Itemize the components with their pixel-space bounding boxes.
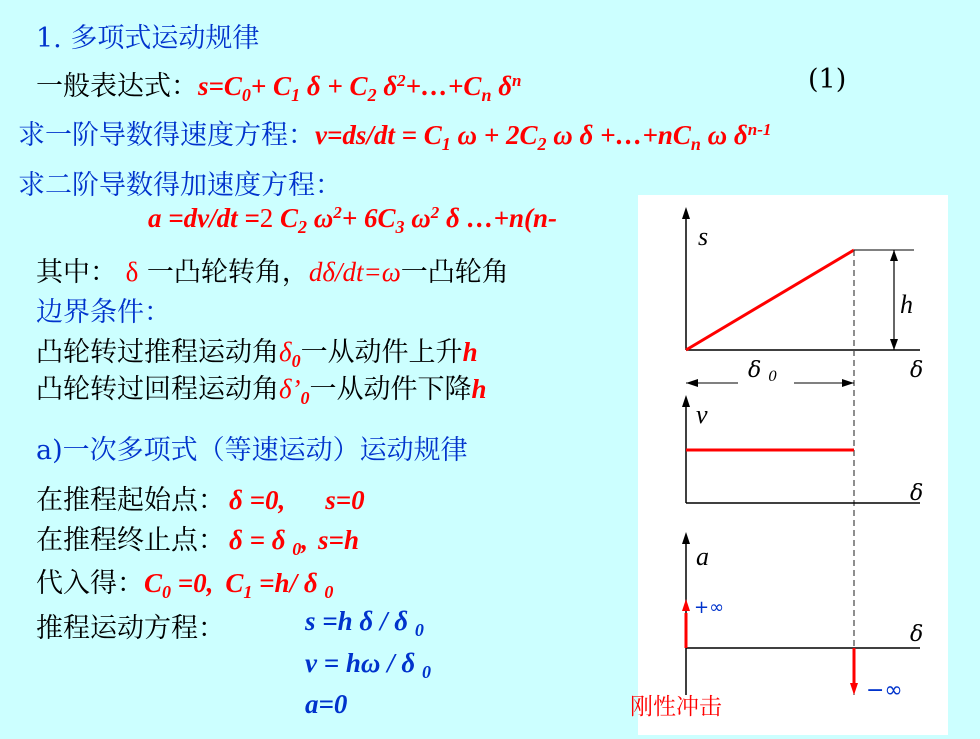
delta-label-s: δ [910,358,924,383]
s-curve [686,250,854,350]
boundary-label: 边界条件： [36,297,171,328]
case-a-title: a)一次多项式（等速运动）运动规律 [36,435,468,466]
where-line [36,250,509,289]
a-axis-label: a [696,542,709,571]
motion-a: a=0 [305,689,348,719]
v-axis-arrow [682,395,690,407]
acceleration-formula: a =dv/dt =2 $C_2$ $\omega^2+ 6C_3$ $\omega^2$ δ …+n(n- [148,203,557,237]
rigid-impact-label: 刚性冲击 [630,694,722,720]
minus-inf-arrow [850,683,858,695]
general-formula: $s=C_0+ C_1$ $\delta + C_2$ $\delta^2+\dots+C_n$ $\delta^n$ [198,71,522,105]
return-condition: 凸轮转过回程运动角$\delta’_0$一从动件下降h [36,374,487,408]
plus-inf-label: +∞ [694,597,725,618]
section-title: 1. 多项式运动规律 [36,23,260,54]
general-label: 一般表达式： [36,71,198,102]
equation-number: (1) [808,64,847,95]
motion-diagram [638,195,948,735]
delta-label-a: δ [910,622,924,647]
velocity-formula: $v=ds/dt = C_1$ $\omega + 2C_2$ ω $\delta +\dots+nC_n$ ω $\delta^{n-1}$ [315,120,772,154]
ddelta-dt: dδ/dt=ω [308,257,401,287]
h-label: h [900,290,913,319]
where-text2: 一凸轮角 [400,257,509,288]
motion-s: s =h δ / δ $_0$ [305,606,424,640]
h-arrow-down [890,339,898,350]
s-axis-arrow [682,207,690,219]
s-axis-label: s [698,222,709,251]
delta0-arrow-left [686,379,698,387]
general-expression [36,64,522,106]
delta-label-v: δ [910,481,924,506]
delta-symbol: δ [125,257,139,287]
substitution: 代入得：$C_0 =0$, $C_1 =h/$ δ $_0$ [36,568,334,602]
where-label: 其中： [36,257,117,288]
where-text1: 一凸轮转角， [146,257,309,288]
velocity-line [18,113,771,155]
delta0-label: δ 0 [748,358,778,385]
motion-equation-label: 推程运动方程： [36,613,225,644]
a-axis-arrow [682,532,690,544]
velocity-label: 求一阶导数得速度方程： [18,120,315,151]
motion-v: v = hω / δ $_0$ [305,648,431,682]
acceleration-label: 求二阶导数得加速度方程： [18,170,342,201]
delta0-arrow-right [842,379,854,387]
rise-condition: 凸轮转过推程运动角$\delta_0$一从动件上升h [36,337,478,371]
start-point: 在推程起始点： δ =0, s=0 [36,485,365,516]
plus-inf-arrow [682,599,690,611]
end-point: 在推程终止点： δ = δ $_0$, s=h [36,525,359,559]
h-arrow-up [890,250,898,261]
motion-diagram-panel [638,195,948,735]
minus-inf-label: −∞ [866,678,903,703]
v-axis-label: v [696,400,708,429]
